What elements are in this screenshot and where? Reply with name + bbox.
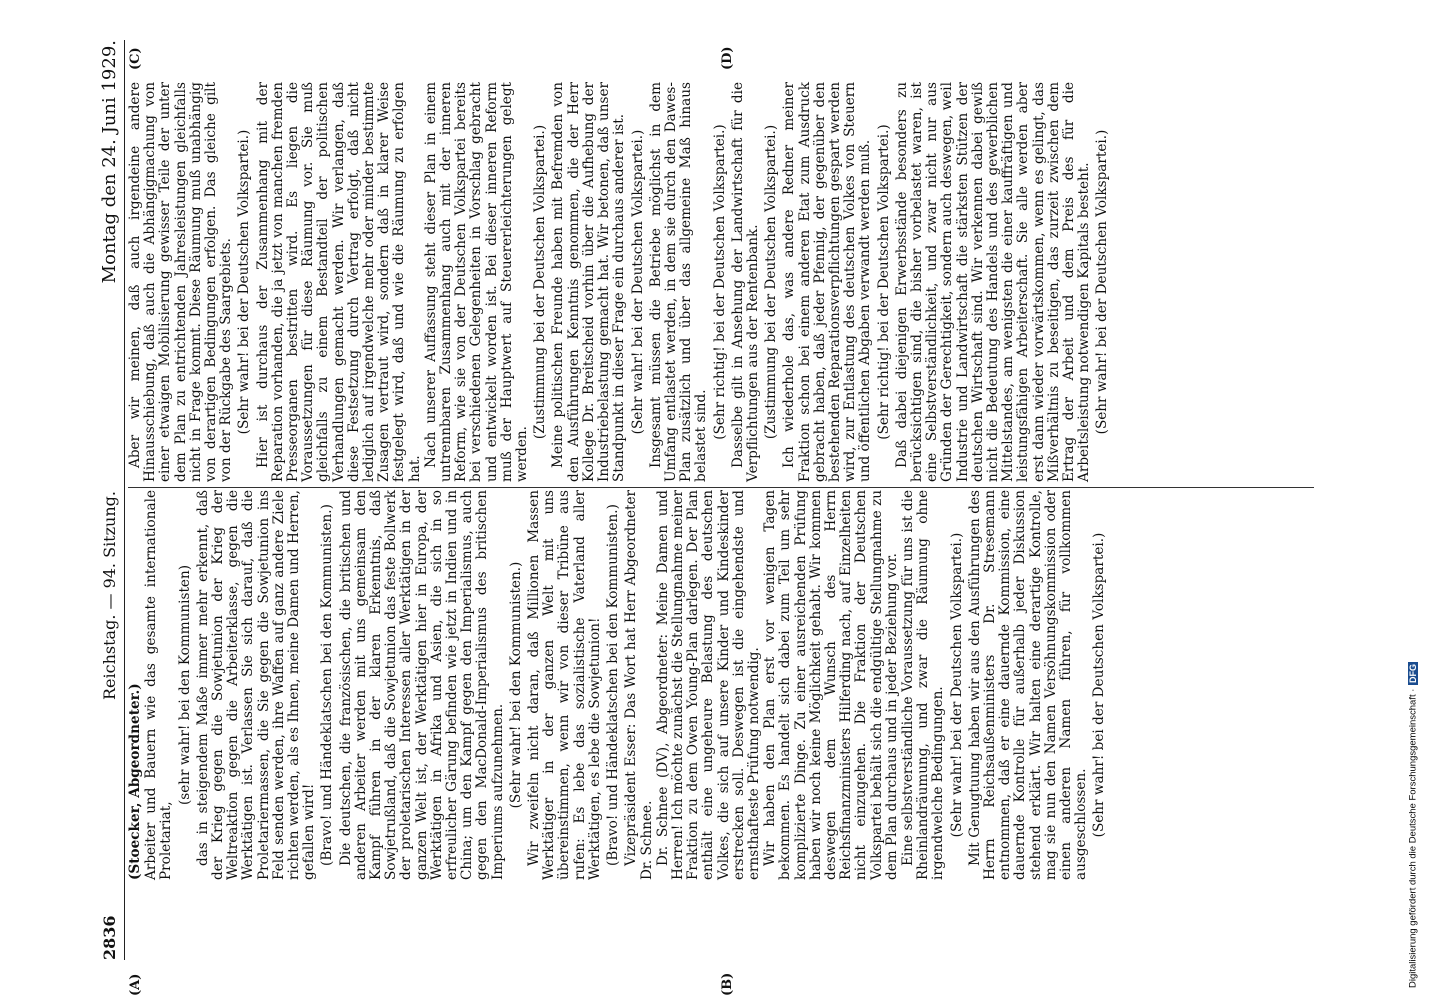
interjection: (Sehr wahr! bei der Deutschen Volkspartei.) [1091, 532, 1108, 838]
column-right [128, 82, 1114, 482]
interjection: (Bravo! und Händeklatschen bei den Kommunisten.) [319, 504, 336, 866]
paragraph: Mit Genugtuung haben wir aus den Ausführungen des Herrn Reichsaußenministers Dr. Stresemann entnommen, daß er eine dauernde Kommission, eine dauernde Kontrolle für außerhalb jeder Diskussion stehend erklärt. Wir halten eine derartige Kontrolle, mag sie nun den Namen Versöhnungskommission oder einen anderen Namen führen, für vollkommen ausgeschlossen. [966, 490, 1090, 880]
paragraph: Meine politischen Freunde haben mit Befremden von den Ausführungen Kenntnis genommen, die der Herr Kollege Dr. Breitscheid vorhin über die Aufhebung der Industriebelastung gemacht hat. Wir betonen, daß unser Standpunkt in dieser Frage ein durchaus anderer ist. [550, 82, 628, 482]
page-number: 2836 [99, 915, 119, 960]
interjection: (Sehr wahr! bei den Kommunisten.) [507, 561, 524, 809]
header-rule [124, 40, 125, 960]
paragraph: Ich wiederhole das, was andere Redner meiner Fraktion schon bei einem anderen Etat zum Ausdruck gebracht haben, daß jeder Pfennig, der gegenüber den bestehenden Reparationsverpflichtungen gespart werden wird, zur Entlastung des deutschen Volkes von Steuern und öffentlichen Abgaben verwandt werden muß. [781, 82, 874, 482]
paragraph: Die deutschen, die französischen, die britischen und anderen Arbeiter werden mit uns gemeinsam den Kampf führen in der klaren Erkenntnis, daß Sowjetrußland, daß die Sowjetunion das feste Bollwerk der proletarischen Interessen aller Werktätigen in der ganzen Welt ist, der Werktätigen hier in Europa, der Werktätigen in Afrika und Asien, die sich in so erfreulicher Gärung befinden wie jetzt in Indien und in China; um den Kampf gegen den Imperialismus, auch gegen den MacDonald-Imperialismus des britischen Imperiums aufzunehmen. [337, 490, 506, 880]
paragraph: Dasselbe gilt in Ansehung der Landwirtschaft für die Verpflichtungen aus der Rentenbank. [729, 82, 761, 482]
interjection: (Sehr wahr! bei der Deutschen Volkspartei.) [1094, 129, 1111, 435]
paragraph: Nach unserer Auffassung steht dieser Plan in einem untrennbaren Zusammenhang auch mit der inneren Reform, wie sie von der Deutschen Volkspartei bereits bei verschiedenen Gelegenheiten in Vorschlag gebracht und entwickelt worden ist. Bei dieser inneren Reform muß der Hauptwert auf Steuererleichterungen gelegt werden. [422, 82, 531, 482]
interjection: (Zustimmung bei der Deutschen Volkspartei.) [763, 124, 780, 440]
margin-marker-b: (B) [720, 972, 735, 996]
paragraph: Aber wir meinen, daß auch irgendeine andere Hinausschiebung, daß auch die Abhängigmachung von einer etwaigen Mobilisierung gewisser Teile der unter dem Plan zu entrichtenden Jahresleistungen gleichfalls nicht in Frage kommt. Diese Räumung muß unabhängig von derartigen Bedingungen erfolgen. Das gleiche gilt von der Rückgabe des Saargebiets. [127, 82, 235, 482]
interjection: (Sehr wahr! bei der Deutschen Volkspartei.) [948, 532, 965, 838]
paragraph: Hier ist durchaus der Zusammenhang mit der Reparation vorhanden, die ja jetzt von manchen fremden Presseorganen bestritten wird. Es liegen die Voraussetzungen für diese Räumung vor. Sie muß gleichfalls zu einem Bestandteil der politischen Verhandlungen gemacht werden. Wir verlangen, daß diese Festsetzung durch Vertrag erfolgt, daß nicht lediglich auf irgendwelche mehr oder minder bestimmte Zusagen vertraut wird, sondern daß in klarer Weise festgelegt wird, daß und wie die Räumung zu erfolgen hat. [254, 82, 423, 482]
paragraph: das in steigendem Maße immer mehr erkennt, daß der Krieg gegen die Sowjetunion der Krieg der Weltreaktion gegen die Arbeiterklasse, gegen die Werktätigen ist. Verlassen Sie sich darauf, daß die Proletariermassen, die Sie gegen die Sowjetunion ins Feld senden werden, ihre Waffen auf ganz andere Ziele richten werden, als es Ihnen, meine Damen und Herren, gefallen wird! [194, 490, 318, 880]
column-left [128, 490, 1111, 880]
interjection: (Bravo! und Händeklatschen bei den Kommunisten.) [605, 504, 622, 866]
page-header [95, 40, 123, 960]
paragraph: Vizepräsident Esser: Das Wort hat Herr Abgeordneter Dr. Schnee. [623, 490, 655, 880]
column-separator [128, 487, 1314, 488]
paragraph: Insgesamt müssen die Betriebe möglichst in dem Umfang entlastet werden, in dem sie durch den Dawes-Plan zusätzlich und über das allgemeine Maß hinaus belastet sind. [647, 82, 710, 482]
paragraph: Wir haben den Plan erst vor wenigen Tagen bekommen. Es handelt sich dabei zum Teil um sehr komplizierte Dinge. Zu einer ausreichenden Prüfung haben wir noch keine Möglichkeit gehabt. Wir kommen deswegen dem Wunsch des Herrn Reichsfinanzministers Hilferding nach, auf Einzelheiten nicht einzugehen. Die Fraktion der Deutschen Volkspartei behält sich die endgültige Stellungnahme zu dem Plan durchaus und in jeder Beziehung vor. [762, 490, 900, 880]
speaker-heading: (Stoecker, Abgeordneter.) [127, 683, 143, 880]
paragraph: Dr. Schnee (DV), Abgeordneter: Meine Damen und Herren! Ich möchte zunächst die Stellungnahme meiner Fraktion zu dem Owen Young-Plan darlegen. Der Plan enthält eine ungeheure Belastung des deutschen Volkes, die sich auf unsere Kinder und Kindeskinder erstrecken soll. Deswegen ist die eingehendste und ernsthafteste Prüfung notwendig. [654, 490, 762, 880]
paragraph: Eine selbstverständliche Voraussetzung für uns ist die Rheinlandräumung, und zwar die Räumung ohne irgendwelche Bedingungen. [899, 490, 947, 880]
paragraph: Daß dabei diejenigen Erwerbsstände besonders zu berücksichtigen sind, die bisher vorbelastet waren, ist eine Selbstverständlichkeit, und zwar nicht nur aus Gründen der Gerechtigkeit, sondern auch deswegen, weil Industrie und Landwirtschaft die stärksten Stützen der deutschen Wirtschaft sind. Wir verkennen dabei gewiß nicht die Bedeutung des Handels und des gewerblichen Mittelstandes, am wenigsten die einer kauffräftigen und leistungsfähigen Arbeiterschaft. Sie alle werden aber erst dann wieder vorwärtskommen, wenn es gelingt, das Mißverhältnis zu beseitigen, das zurzeit zwischen dem Ertrag der Arbeit und dem Preis des für die Arbeitsleistung notwendigen Kapitals besteht. [893, 82, 1093, 482]
interjection: (sehr wahr! bei den Kommunisten) [176, 564, 193, 806]
paragraph: Arbeiter und Bauern wie das gesamte internationale Proletariat, [143, 490, 175, 880]
margin-marker-c: (C) [128, 47, 143, 70]
interjection: (Sehr wahr! bei der Deutschen Volkspartei.) [629, 129, 646, 435]
digitization-note [1406, 8, 1420, 988]
interjection: (Sehr wahr! bei der Deutschen Volkspartei.) [236, 129, 253, 435]
margin-marker-a: (A) [128, 973, 143, 996]
interjection: (Zustimmung bei der Deutschen Volkspartei.) [532, 124, 549, 440]
interjection: (Sehr richtig! bei der Deutschen Volkspartei.) [711, 124, 728, 440]
interjection: (Sehr richtig! bei der Deutschen Volkspartei.) [875, 124, 892, 440]
digitization-text: Digitalisierung gefördert durch die Deutsche Forschungsgemeinschaft · [1407, 688, 1419, 988]
dfg-logo: DFG [1408, 663, 1418, 683]
paragraph: Wir zweifeln nicht daran, daß Millionen Massen Werktätiger in der ganzen Welt mit uns übereinstimmen, wenn wir von dieser Tribüne aus rufen: Es lebe das sozialistische Vaterland aller Werktätigen, es lebe die Sowjetunion! [526, 490, 603, 880]
margin-marker-d: (D) [720, 46, 735, 70]
session-date: Montag den 24. Juni 1929. [98, 40, 120, 284]
session-title: Reichstag. — 94. Sitzung. [99, 491, 119, 700]
